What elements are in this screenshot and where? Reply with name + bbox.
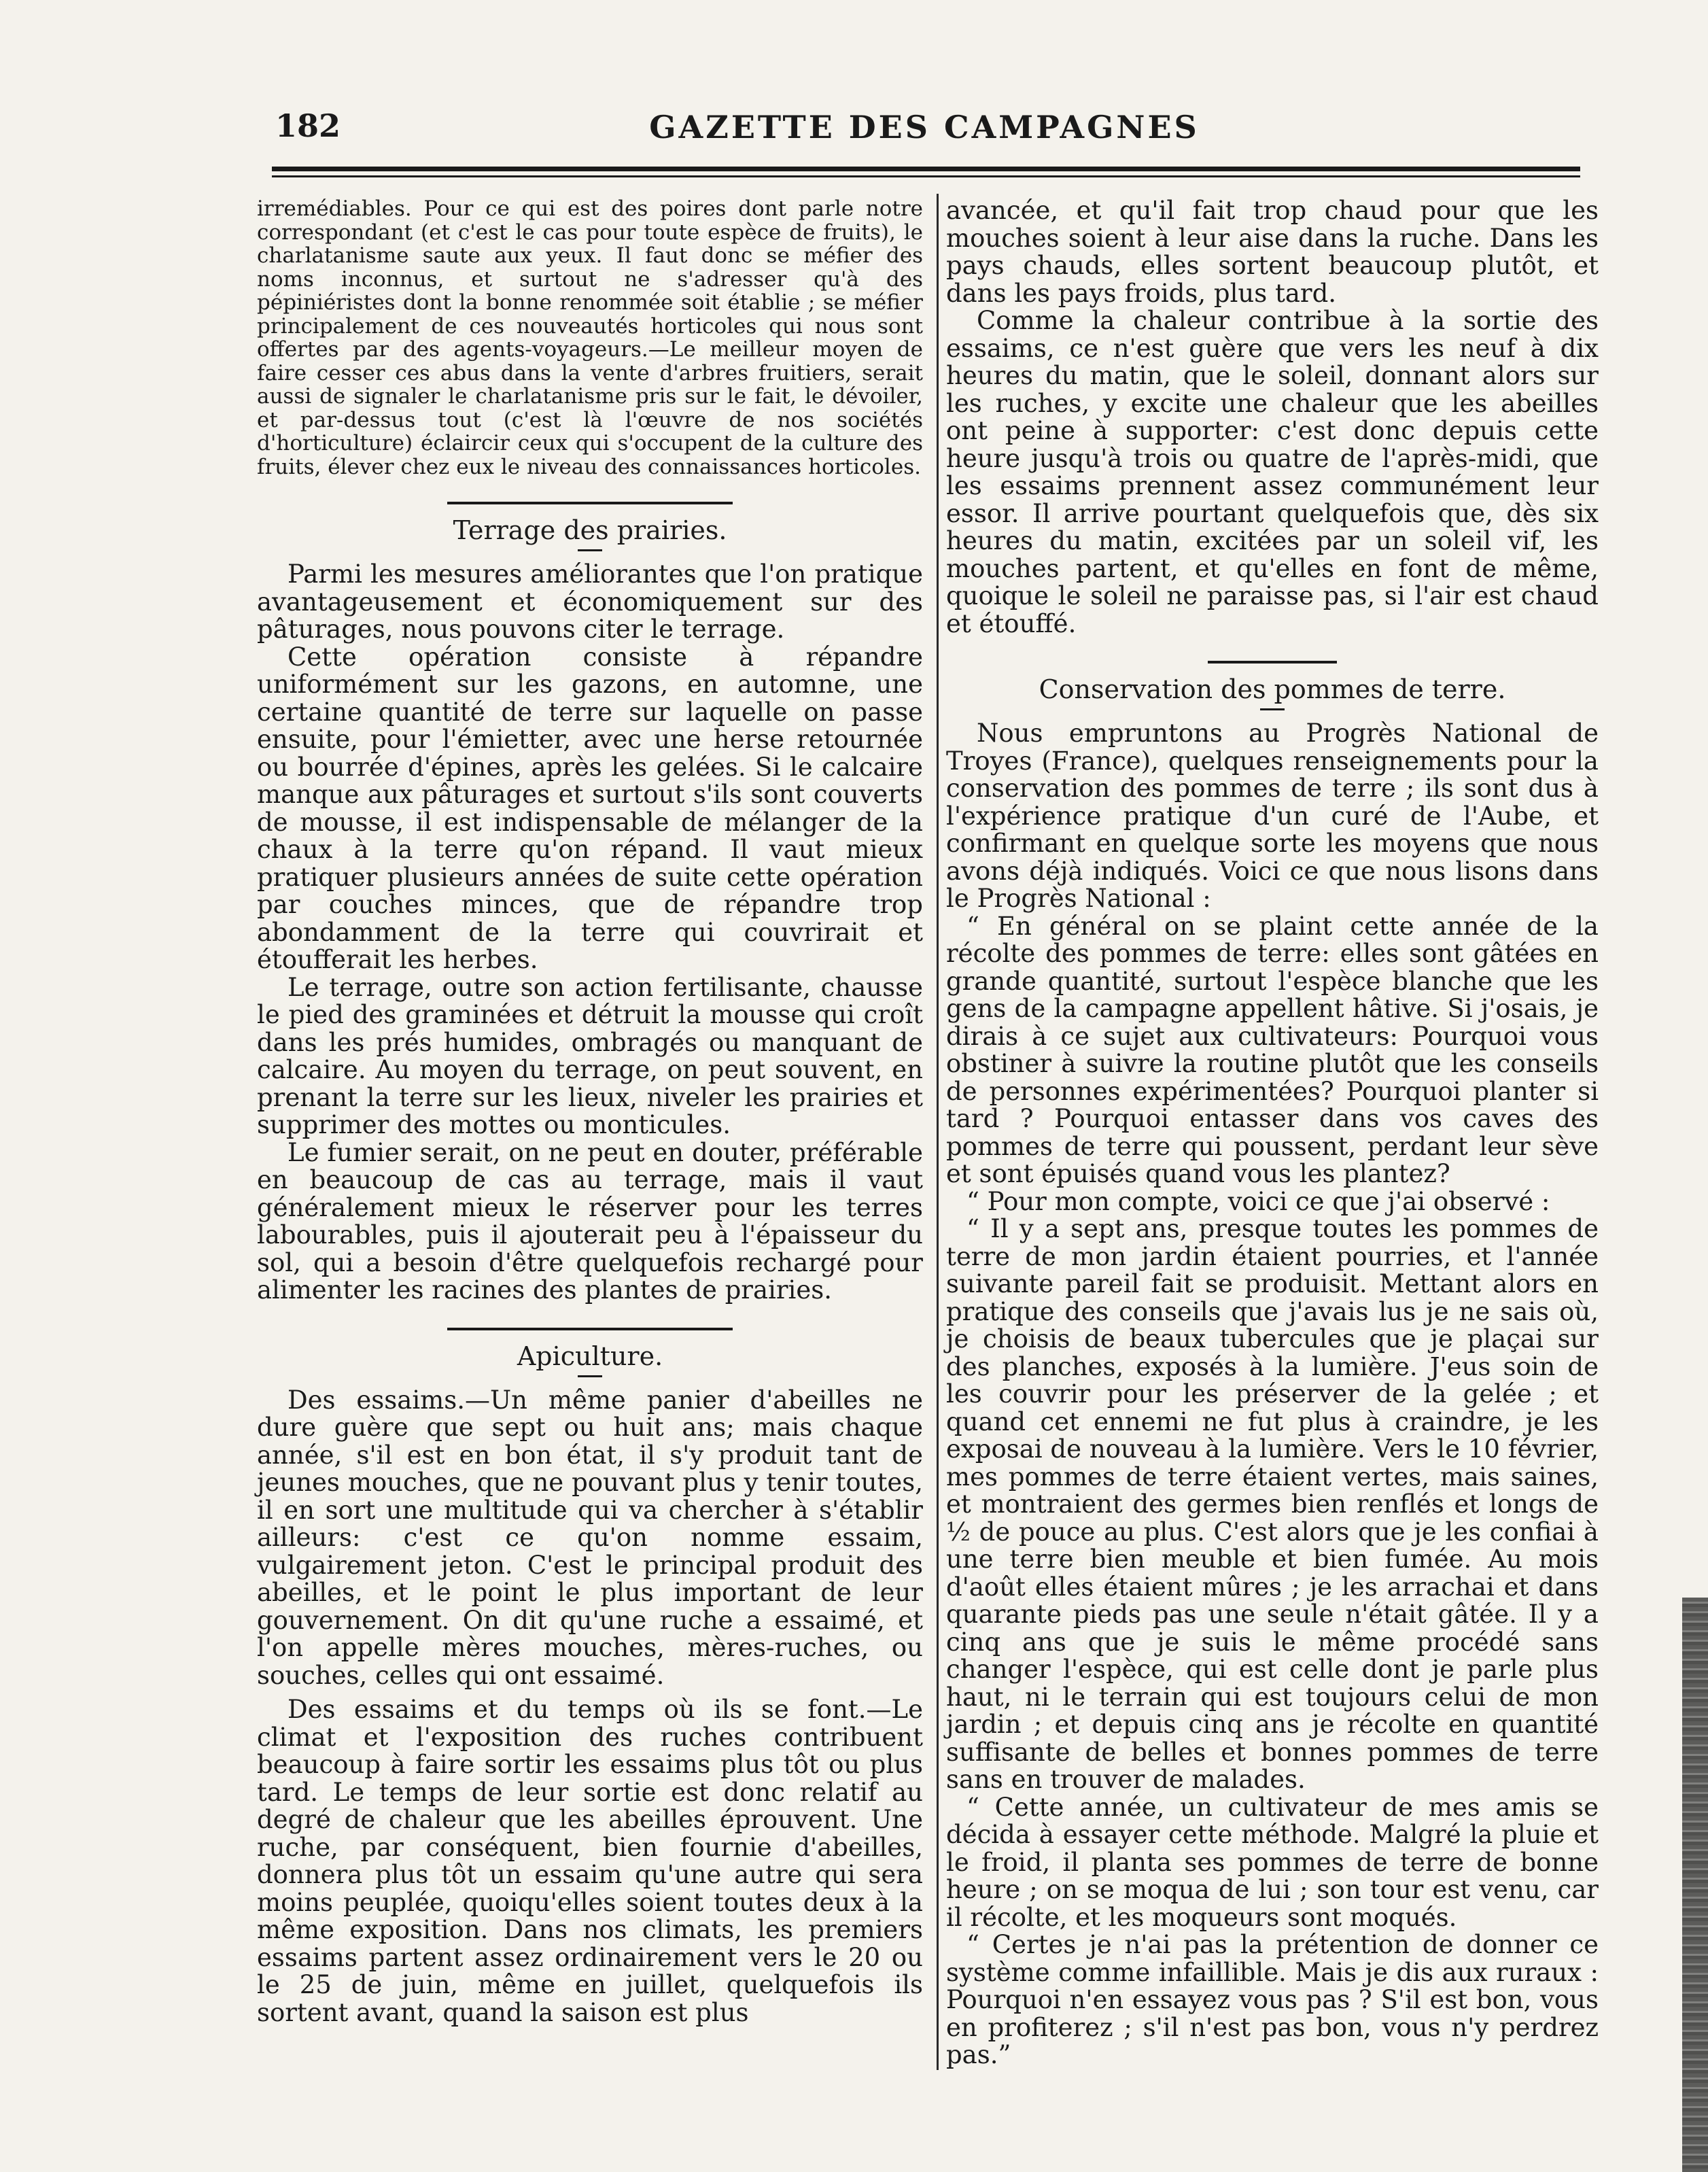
terrage-paragraph: Cette opération consiste à répandre uniformément sur les gazons, en automne, une certaine quantité de terre sur laquelle on passe ensuite, pour l'émietter, avec une herse retournée ou bourrée d'épines, après les gelées. Si le calcaire manque aux pâturages et surtout s'ils sont couverts de mousse, il est indispensable de mélanger de la chaux à la terre qu'on répand. Il vaut mieux pratiquer plusieurs années de suite cette opération par couches minces, que de répandre trop abondamment de la terre qui couvrirait et étoufferait les herbes. bbox=[257, 642, 923, 974]
terrage-paragraph: Le fumier serait, on ne peut en douter, préférable en beaucoup de cas au terrage, mais il vaut généralement mieux le réserver pour les terres labourables, puis il ajouterait peu à l'épaisseur du sol, qui a besoin d'être quelquefois rechargé pour alimenter les racines des plantes de prairies. bbox=[257, 1137, 923, 1305]
terrage-paragraph: Le terrage, outre son action fertilisante, chausse le pied des graminées et détruit la mousse qui croît dans les prés humides, ombragés ou manquant de calcaire. Au moyen du terrage, on peut souvent, en prenant la terre sur les lieux, niveler les prairies et supprimer des mottes ou monticules. bbox=[257, 972, 923, 1139]
scan-edge-artifact bbox=[1682, 1598, 1708, 2172]
apiculture-paragraph: Des essaims et du temps où ils se font.—Le climat et l'exposition des ruches contribuent beaucoup à faire sortir les essaims plus tôt ou plus tard. Le temps de leur sortie est donc relatif au degré de chaleur que les abeilles éprouvent. Une ruche, par conséquent, bien fournie d'abeilles, donnera plus tôt un essaim qu'une autre qui sera moins peuplée, quoiqu'elles soient toutes deux à la même exposition. Dans nos climats, les premiers essaims partent assez ordinairement vers le 20 ou le 25 de juin, même en juillet, quelquefois ils sortent avant, quand la saison est plus bbox=[257, 1695, 923, 2027]
terrage-title: Terrage des prairies. bbox=[453, 515, 727, 545]
apiculture-continuation: Comme la chaleur contribue à la sortie des essaims, ce n'est guère que vers les neuf à dix heures du matin, que le soleil, donnant alors sur les ruches, y excite une chaleur que les abeilles ont peine à supporter: c'est donc depuis cette heure jusqu'à trois ou quatre de l'après-midi, que les essaims prennent assez communément leur essor. Il arrive pourtant quelquefois que, dès six heures du matin, excitées par un soleil vif, les mouches partent, et qu'elles en font de même, quoique le soleil ne paraisse pas, si l'air est chaud et étouffé. bbox=[946, 306, 1599, 638]
page-number: 182 bbox=[275, 107, 341, 144]
conservation-paragraph: “ Pour mon compte, voici ce que j'ai observé : bbox=[966, 1186, 1550, 1216]
terrage-paragraph: Parmi les mesures améliorantes que l'on pratique avantageusement et économiquement sur des pâturages, nous pouvons citer le terrage. bbox=[257, 559, 923, 644]
conservation-title: Conservation des pommes de terre. bbox=[1039, 674, 1506, 704]
conservation-paragraph: Nous empruntons au Progrès National de Troyes (France), quelques renseignements pour la conservation des pommes de terre ; ils sont dus à l'expérience pratique d'un curé de l'Aube, et confirmant en quelque sorte les moyens que nous avons déjà indiqués. Voici ce que nous lisons dans le Progrès National : bbox=[946, 719, 1599, 913]
section-divider bbox=[1208, 661, 1337, 663]
section-divider bbox=[447, 1328, 733, 1330]
title-dash bbox=[578, 1375, 602, 1377]
apiculture-paragraph: Des essaims.—Un même panier d'abeilles ne dure guère que sept ou huit ans; mais chaque année, s'il est en bon état, il s'y produit tant de jeunes mouches, que ne pouvant plus y tenir toutes, il en sort une multitude qui va chercher à s'établir ailleurs: c'est ce qu'on nomme essaim, vulgairement jeton. C'est le principal produit des abeilles, et le point le plus important de leur gouvernement. On dit qu'une ruche a essaimé, et l'on appelle mères mouches, mères-ruches, ou souches, celles qui ont essaimé. bbox=[257, 1385, 923, 1690]
apiculture-title: Apiculture. bbox=[517, 1341, 663, 1371]
conservation-paragraph: “ Il y a sept ans, presque toutes les pommes de terre de mon jardin étaient pourries, et l'année suivante pareil fait se produisit. Mettant alors en pratique des conseils que j'avais lus je ne sais où, je choisis de beaux tubercules que je plaçai sur des planches, exposés à la lumière. J'eus soin de les couvrir pour les préserver de la gelée ; et quand cet ennemi ne fut plus à craindre, je les exposai de nouveau à la lumière. Vers le 10 février, mes pommes de terre étaient vertes, mais saines, et montraient des germes bien renflés et longs de ½ de pouce au plus. C'est alors que je les confiai à une terre bien meuble et bien fumée. Au mois d'août elles étaient mûres ; je les arrachai et dans quarante pieds pas une seule n'était gâtée. Il y a cinq ans que je suis le même procédé sans changer l'espèce, qui est celle dont je parle plus haut, ni le terrain qui est toujours celui de mon jardin ; et depuis cinq ans je récolte en quantité suffisante de belles et bonnes pommes de terre sans en trouver de malades. bbox=[946, 1214, 1599, 1794]
conservation-paragraph: “ En général on se plaint cette année de la récolte des pommes de terre: elles sont gâtées en grande quantité, surtout l'espèce blanche que les gens de la campagne appellent hâtive. Si j'osais, je dirais à ce sujet aux cultivateurs: Pourquoi vous obstiner à suivre la routine plutôt que les conseils de personnes expérimentées? Pourquoi planter si tard ? Pourquoi entasser dans vos caves des pommes de terre qui poussent, perdant leur sève et sont épuisés quand vous les plantez? bbox=[946, 911, 1599, 1188]
journal-title: GAZETTE DES CAMPAGNES bbox=[649, 109, 1200, 145]
title-dash bbox=[578, 549, 602, 551]
conservation-paragraph: “ Certes je n'ai pas la prétention de donner ce système comme infaillible. Mais je dis aux ruraux : Pourquoi n'en essayez vous pas ? S'il est bon, vous en profiterez ; s'il n'est pas bon, vous n'y perdrez pas.” bbox=[946, 1930, 1599, 2069]
page-header bbox=[268, 102, 1580, 156]
right-column bbox=[946, 197, 1599, 2069]
apiculture-continuation: avancée, et qu'il fait trop chaud pour que les mouches soient à leur aise dans la ruche. Dans les pays chauds, elles sortent beaucoup plutôt, et dans les pays froids, plus tard. bbox=[946, 196, 1599, 308]
header-rule-thin bbox=[272, 175, 1580, 177]
conservation-paragraph: “ Cette année, un cultivateur de mes amis se décida à essayer cette méthode. Malgré la pluie et le froid, il planta ses pommes de terre de bonne heure ; on se moqua de lui ; son tour est venu, car il récolte, et les moqueurs sont moqués. bbox=[946, 1792, 1599, 1932]
intro-paragraph: irremédiables. Pour ce qui est des poires dont parle notre correspondant (et c'est le cas pour toute espèce de fruits), le charlatanisme saute aux yeux. Il faut donc se méfier des noms inconnus, et surtout ne s'adresser qu'à des pépiniéristes dont la bonne renommée soit établie ; se méfier principalement de ces nouveautés horticoles qui nous sont offertes par des agents-voyageurs.—Le meilleur moyen de faire cesser ces abus dans la vente d'arbres fruitiers, serait aussi de signaler le charlatanisme pris sur le fait, le dévoiler, et par-dessus tout (c'est là l'œuvre de nos sociétés d'horticulture) éclaircir ceux qui s'occupent de la culture des fruits, élever chez eux le niveau des connaissances horticoles. bbox=[257, 196, 923, 479]
column-divider bbox=[937, 194, 939, 2070]
title-dash bbox=[1260, 708, 1285, 710]
section-divider bbox=[447, 502, 733, 504]
header-rule-thick bbox=[272, 167, 1580, 171]
left-column bbox=[257, 197, 923, 2027]
